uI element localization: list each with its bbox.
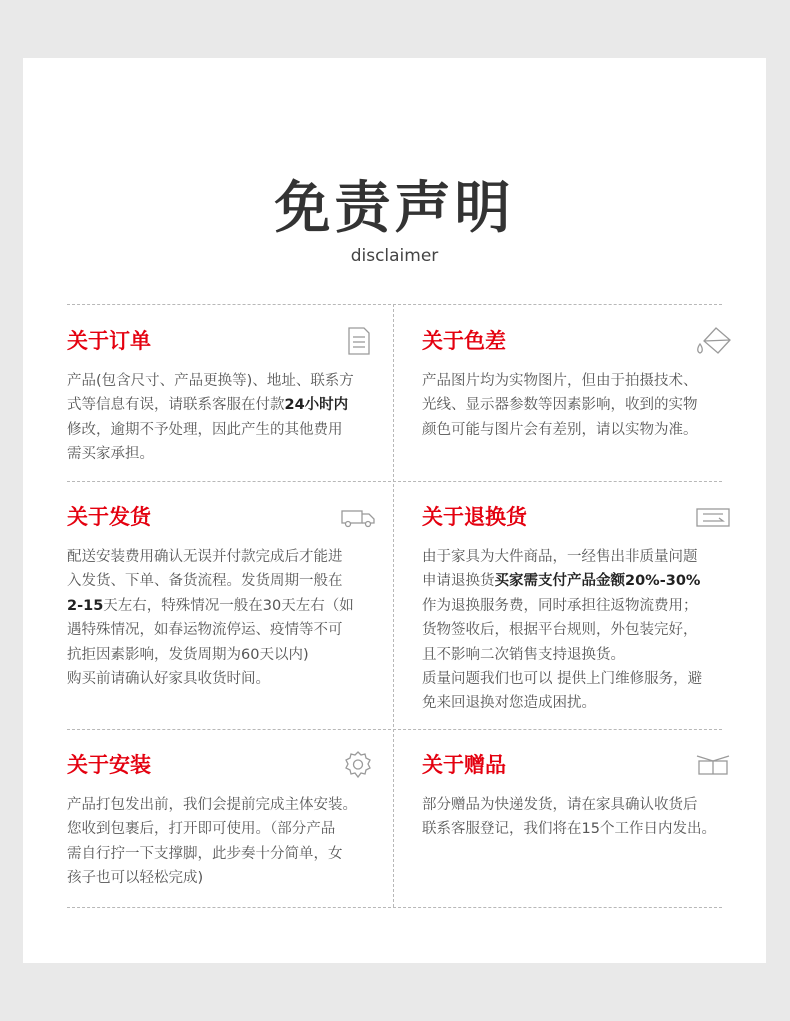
section-returns xyxy=(422,502,732,716)
body-text: 配送安装费用确认无误并付款完成后才能进 入发货、下单、备货流程。发货周期一般在 xyxy=(67,549,343,590)
body-text: 产品(包含尺寸、产品更换等)、地址、联系方 式等信息有误，请联系客服在付款 xyxy=(67,373,354,414)
body-text: 作为退换服务费，同时承担往返物流费用； 货物签收后，根据平台规则，外包装完好， 且不影响二次销售支持退换货。 质量问题我们也可以 提供上门维修服务，避 免来回退换对您造成困扰。 xyxy=(422,597,703,712)
divider-row-1 xyxy=(67,481,722,482)
section-body xyxy=(422,545,732,716)
page-subtitle: disclaimer xyxy=(350,246,439,266)
section-body xyxy=(422,793,732,842)
highlight-text: 2-15 xyxy=(67,597,104,614)
highlight-text: 24小时内 xyxy=(284,397,349,414)
section-title: 关于色差 xyxy=(422,329,506,353)
document-icon xyxy=(339,326,377,356)
section-title: 关于退换货 xyxy=(422,505,527,529)
section-installation xyxy=(67,750,377,891)
body-text: 产品图片均为实物图片，但由于拍摄技术、 光线、显示器参数等因素影响，收到的实物 颜色可能与图片会有差别，请以实物为准。 xyxy=(422,373,698,438)
gear-icon xyxy=(339,750,377,780)
section-body xyxy=(67,545,377,691)
section-gifts xyxy=(422,750,732,842)
page-title: 免责声明 xyxy=(274,176,515,241)
body-text: 产品打包发出前，我们会提前完成主体安装。 您收到包裹后，打开即可使用。（部分产品 需自行拧一下支撑脚，此步奏十分简单，女 孩子也可以轻松完成) xyxy=(67,797,357,887)
body-text: 修改，逾期不予处理，因此产生的其他费用 需买家承担。 xyxy=(67,421,343,463)
section-order xyxy=(67,326,377,467)
body-text: 部分赠品为快递发货，请在家具确认收货后 联系客服登记，我们将在15个工作日内发出。 xyxy=(422,797,716,838)
section-shipping xyxy=(67,502,377,691)
section-body xyxy=(67,793,377,891)
divider-row-2 xyxy=(67,729,722,730)
body-text: 天左右，特殊情况一般在30天左右（如 遇特殊情况，如春运物流停运、疫情等不可 抗拒因素影响，发货周期为60天以内) 购买前请确认好家具收货时间。 xyxy=(67,597,354,688)
divider-vertical xyxy=(393,304,394,907)
body-text: 由于家具为大件商品，一经售出非质量问题 申请退换货 xyxy=(422,549,698,590)
section-title: 关于发货 xyxy=(67,505,151,529)
section-color-difference xyxy=(422,326,732,442)
section-body xyxy=(67,369,377,467)
divider-bottom xyxy=(67,907,722,908)
disclaimer-card xyxy=(23,58,766,963)
divider-top xyxy=(67,304,722,305)
exchange-icon xyxy=(694,502,732,532)
highlight-text: 买家需支付产品金额20%-30% xyxy=(494,573,701,590)
gift-box-icon xyxy=(694,750,732,780)
section-title: 关于安装 xyxy=(67,753,151,777)
truck-icon xyxy=(339,502,377,532)
section-title: 关于赠品 xyxy=(422,753,506,777)
section-title: 关于订单 xyxy=(67,329,151,353)
section-body xyxy=(422,369,732,442)
paint-bucket-icon xyxy=(694,326,732,356)
